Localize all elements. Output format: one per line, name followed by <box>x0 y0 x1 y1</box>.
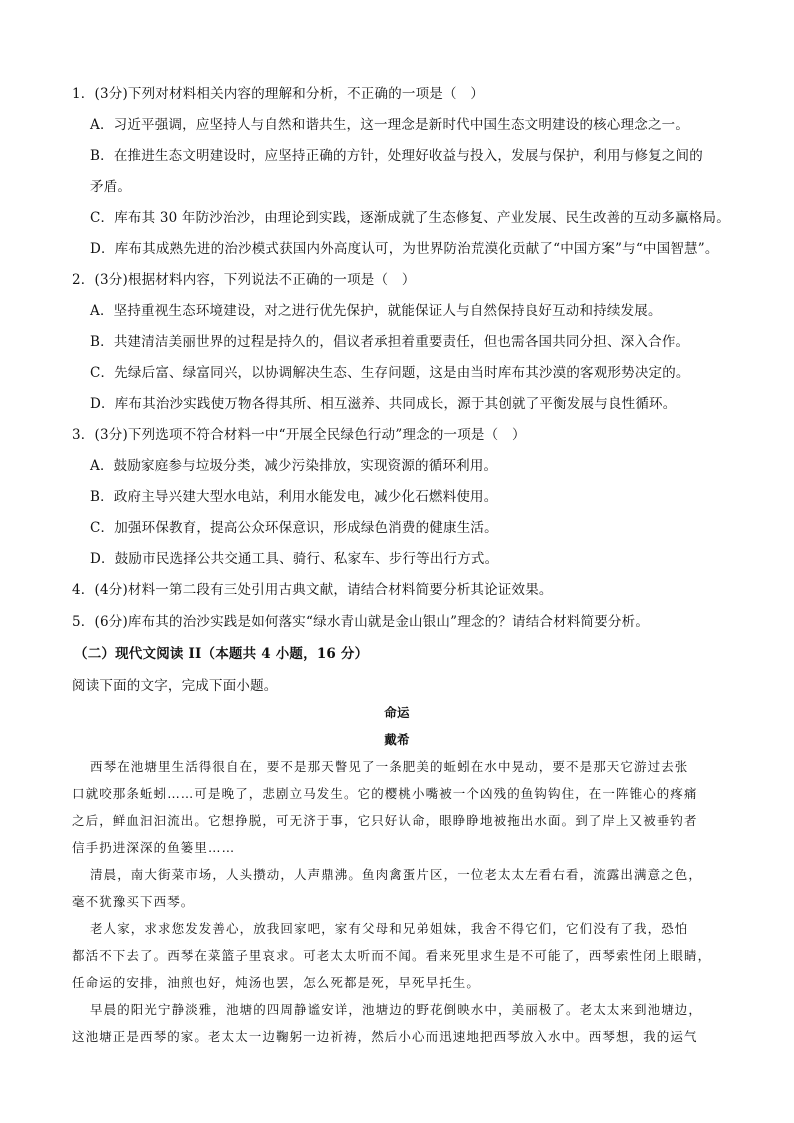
question-1-option-b: B．在推进生态文明建设时，应坚持正确的方针，处理好收益与投入，发展与保护，利用与修复之间的 <box>90 148 703 164</box>
story-paragraph-1-line-1: 西琴在池塘里生活得很自在，要不是那天瞥见了一条肥美的蚯蚓在水中晃动，要不是那天它游过去张 <box>90 759 689 774</box>
story-title: 命运 <box>384 705 410 720</box>
story-paragraph-3-line-1: 老人家，求求您发发善心，放我回家吧，家有父母和兄弟姐妹，我舍不得它们，它们没有了我，恐怕 <box>90 921 689 936</box>
question-1-option-d: D．库布其成熟先进的治沙模式获国内外高度认可，为世界防治荒漠化贡献了“中国方案”与“中国智慧”。 <box>90 241 719 257</box>
section-instruction: 阅读下面的文字，完成下面小题。 <box>72 678 278 694</box>
story-paragraph-4-line-1: 早晨的阳光宁静淡雅，池塘的四周静谧安详，池塘边的野花倒映水中，美丽极了。老太太来到池塘边， <box>90 1002 703 1017</box>
story-author: 戴希 <box>384 732 410 747</box>
story-paragraph-1-line-2: 口就咬那条蚯蚓……可是晚了，悲剧立马发生。它的樱桃小嘴被一个凶残的鱼钩钩住，在一阵锥心的疼痛 <box>72 786 698 801</box>
question-3-option-a: A．鼓励家庭参与垃圾分类，减少污染排放，实现资源的循环利用。 <box>90 458 498 474</box>
question-2-option-a: A．坚持重视生态环境建设，对之进行优先保护，就能保证人与自然保持良好互动和持续发展。 <box>90 303 662 319</box>
story-paragraph-3-line-3: 任命运的安排，油煎也好，炖汤也罢，怎么死都是死，早死早托生。 <box>72 975 481 990</box>
question-2-option-b: B．共建清洁美丽世界的过程是持久的，倡议者承担着重要责任，但也需各国共同分担、深入合作。 <box>90 334 690 350</box>
section-heading: （二）现代文阅读 II（本题共 4 小题，16 分） <box>74 646 369 662</box>
story-paragraph-4-line-2: 这池塘正是西琴的家。老太太一边鞠躬一边祈祷，然后小心而迅速地把西琴放入水中。西琴想，我的运气 <box>72 1029 698 1044</box>
question-2-option-c: C．先绿后富、绿富同兴，以协调解决生态、生存问题，这是由当时库布其沙漠的客观形势决定的。 <box>90 365 690 381</box>
story-paragraph-2-line-1: 清晨，南大街菜市场，人头攒动，人声鼎沸。鱼肉禽蛋片区，一位老太太左看右看，流露出满意之色， <box>90 867 703 882</box>
question-1-stem: 1．(3分)下列对材料相关内容的理解和分析，不正确的一项是（ ） <box>72 86 485 102</box>
question-3-stem: 3．(3分)下列选项不符合材料一中“开展全民绿色行动”理念的一项是（ ） <box>72 427 526 443</box>
story-paragraph-1-line-3: 之后，鲜血汩汩流出。它想挣脱，可无济于事，它只好认命，眼睁睁地被拖出水面。到了岸上又被垂钓者 <box>72 813 698 828</box>
question-1-option-a: A．习近平强调，应坚持人与自然和谐共生，这一理念是新时代中国生态文明建设的核心理念之一。 <box>90 117 690 133</box>
story-paragraph-1-line-4: 信手扔进深深的鱼篓里…… <box>72 840 236 855</box>
story-paragraph-3-line-2: 都活不下去了。西琴在菜篮子里哀求。可老太太听而不闻。看来死里求生是不可能了，西琴索性闭上眼睛， <box>72 948 712 963</box>
question-3-option-c: C．加强环保教育，提高公众环保意识，形成绿色消费的健康生活。 <box>90 520 498 536</box>
question-4-stem: 4．(4分)材料一第二段有三处引用古典文献，请结合材料简要分析其论证效果。 <box>72 582 553 598</box>
story-paragraph-2-line-2: 毫不犹豫买下西琴。 <box>72 894 195 909</box>
question-1-option-b-cont: 矛盾。 <box>90 179 132 195</box>
question-2-stem: 2．(3分)根据材料内容，下列说法不正确的一项是（ ） <box>72 272 416 288</box>
question-2-option-d: D．库布其治沙实践使万物各得其所、相互滋养、共同成长，源于其创就了平衡发展与良性循环。 <box>90 396 677 412</box>
question-1-option-c: C．库布其 30 年防沙治沙，由理论到实践，逐渐成就了生态修复、产业发展、民生改善的互动多赢格局。 <box>90 210 730 226</box>
question-3-option-d: D．鼓励市民选择公共交通工具、骑行、私家车、步行等出行方式。 <box>90 551 499 567</box>
question-5-stem: 5．(6分)库布其的治沙实践是如何落实“绿水青山就是金山银山”理念的？请结合材料简要分析。 <box>72 614 650 630</box>
question-3-option-b: B．政府主导兴建大型水电站，利用水能发电，减少化石燃料使用。 <box>90 489 498 505</box>
